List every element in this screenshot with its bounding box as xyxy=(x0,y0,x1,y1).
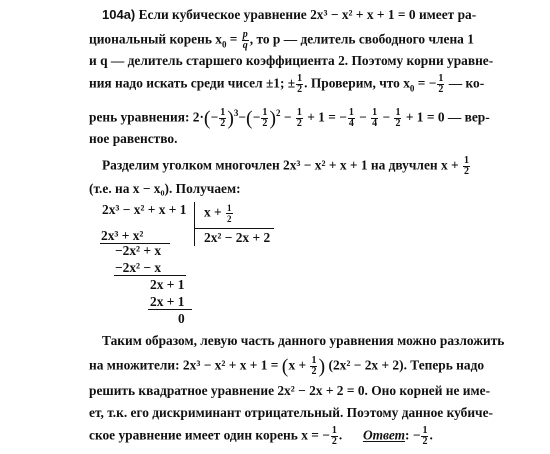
problem-line-2: циональный корень $x_0$ = $\frac{p}{q}$ , то p — делитель свободного члена 1 xyxy=(89,29,474,51)
division-remainder: 0 xyxy=(178,311,185,326)
problem-line-1: 104а) Если кубическое уравнение 2x³ − x² + x + 1 = 0 имеет ра- xyxy=(102,7,477,22)
division-row-3: −2x² − x xyxy=(115,260,162,275)
quotient: 2x² − 2x + 2 xyxy=(204,230,271,245)
answer-fraction: $\frac{1}{2}$ xyxy=(422,425,428,447)
answer-label: Ответ xyxy=(362,427,406,443)
problem-line-6: ное равенство. xyxy=(89,131,178,146)
conclusion-line-2: на множители: 2x³ − x² + x + 1 = (x + $\frac{1}{2}$ ) (2x² − 2x + 2). Теперь надо xyxy=(89,355,485,378)
division-row-2: −2x² + x xyxy=(115,243,162,258)
division-row-5: 2x + 1 xyxy=(150,294,185,309)
conclusion-line-3: решить квадратное уравнение 2x² − 2x + 2 = 0. Оно корней не име- xyxy=(89,383,491,398)
conclusion-line-4: ет, т.к. его дискриминант отрицательный. Поэтому данное кубиче- xyxy=(89,405,494,420)
dividend: 2x³ − x² + x + 1 xyxy=(102,202,187,217)
division-intro-line-2: (т.е. на x − x₀). Получаем: xyxy=(89,181,241,196)
fraction-p-q: $\frac{p}{q}$ xyxy=(242,29,248,51)
division-underline-2 xyxy=(114,275,186,276)
division-row-1: 2x³ + x² xyxy=(101,228,144,243)
problem-line-3: и q — делитель старшего коэффициента 2. Поэтому корни уравне- xyxy=(89,53,494,68)
fraction-one-half: $\frac{1}{2}$ xyxy=(297,73,303,95)
division-row-4: 2x + 1 xyxy=(150,277,185,292)
problem-number: 104а) xyxy=(102,7,136,22)
division-underline-3 xyxy=(148,309,192,310)
division-intro-line-1: Разделим уголком многочлен 2x³ − x² + x + 1 на двучлен x + $\frac{1}{2}$ xyxy=(102,155,469,177)
conclusion-line-1: Таким образом, левую часть данного уравнения можно разложить xyxy=(102,333,505,348)
problem-line-5: рень уравнения: 2·(− $\frac{1}{2}$ )$^3$−(− $\frac{1}{2}$ )$^2$ − $\frac{1}{2}$ + 1 = − $\frac{1}{4}$ − $\frac{1}{4}$ − $\frac{1}{2}$ + 1 = 0 — вер- xyxy=(89,106,490,130)
conclusion-line-5: ское уравнение имеет один корень x = − $\frac{1}{2}$ . Ответ: − $\frac{1}{2}$ . xyxy=(89,425,433,447)
division-bracket-vertical xyxy=(194,202,195,246)
divisor: x + $\frac{1}{2}$ xyxy=(204,203,232,224)
problem-line-4: ния надо искать среди чисел ±1; ± $\frac{1}{2}$ . Проверим, что $x_0$ = − $\frac{1}{2}$ — ко- xyxy=(89,73,485,95)
division-bracket-horizontal xyxy=(194,228,274,229)
